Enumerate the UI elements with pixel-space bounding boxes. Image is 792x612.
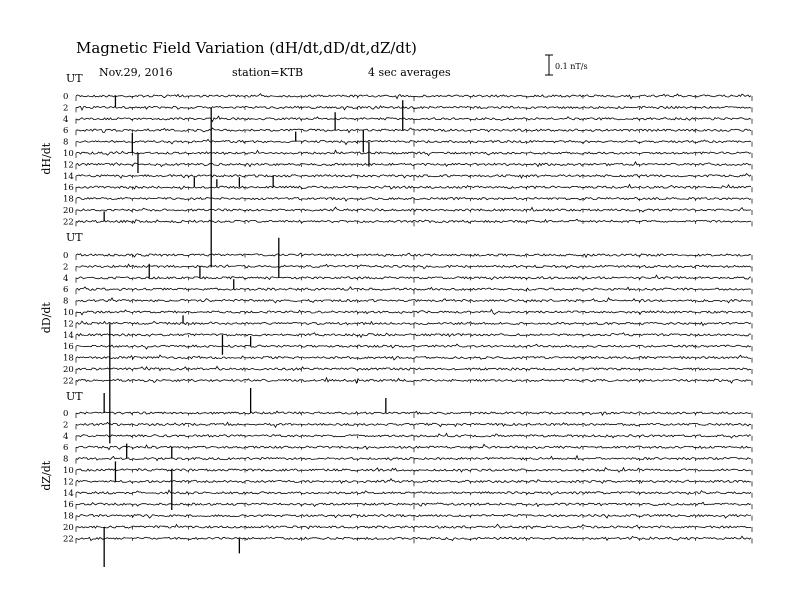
trace-line <box>76 287 751 291</box>
hour-tick-label: 14 <box>63 330 74 341</box>
date-label: Nov.29, 2016 <box>99 66 173 79</box>
trace-line <box>76 479 751 484</box>
panel-axis-label: dD/dt <box>40 302 53 334</box>
hour-tick-label: 8 <box>63 137 69 148</box>
scale-bar <box>545 55 588 75</box>
trace-line <box>76 490 751 495</box>
hour-tick-label: 16 <box>63 500 74 511</box>
trace-line <box>76 264 751 269</box>
panel-axis-label: dZ/dt <box>40 460 53 491</box>
trace-line <box>76 344 751 349</box>
trace-line <box>76 128 751 133</box>
trace-line <box>76 502 751 506</box>
hour-tick-label: 16 <box>63 342 74 353</box>
hour-tick-label: 18 <box>63 511 74 522</box>
hour-tick-label: 20 <box>63 206 74 216</box>
hour-tick-label: 2 <box>63 103 69 114</box>
trace-line <box>76 139 751 144</box>
hour-tick-label: 10 <box>63 466 74 476</box>
hour-tick-label: 22 <box>63 376 74 387</box>
trace-line <box>76 456 751 461</box>
trace-line <box>76 378 751 383</box>
ut-label: UT <box>66 231 83 244</box>
hour-tick-label: 4 <box>63 431 69 442</box>
hour-tick-label: 12 <box>63 319 74 330</box>
ut-label: UT <box>66 72 83 85</box>
trace-line <box>76 411 751 415</box>
trace-line <box>76 275 751 280</box>
hour-tick-label: 0 <box>63 251 69 261</box>
panel-axis-label: dH/dt <box>40 142 53 175</box>
hour-tick-label: 10 <box>63 149 74 159</box>
trace-line <box>76 422 751 427</box>
trace-line <box>76 536 751 540</box>
trace-line <box>76 185 751 190</box>
trace-line <box>76 253 751 257</box>
hour-tick-label: 4 <box>63 273 69 284</box>
trace-line <box>76 524 751 528</box>
hour-tick-label: 14 <box>63 171 74 182</box>
hour-tick-label: 16 <box>63 183 74 194</box>
trace-line <box>76 207 751 212</box>
panel-1 <box>40 231 752 443</box>
panel-2 <box>40 388 752 567</box>
trace-line <box>76 219 751 223</box>
trace-line <box>76 298 751 303</box>
hour-tick-label: 6 <box>63 285 69 296</box>
trace-line <box>76 333 751 338</box>
trace-line <box>76 94 751 99</box>
trace-line <box>76 433 751 438</box>
hour-tick-label: 2 <box>63 420 69 431</box>
trace-line <box>76 174 751 179</box>
trace-line <box>76 197 751 201</box>
trace-line <box>76 106 751 110</box>
hour-tick-label: 10 <box>63 308 74 318</box>
hour-tick-label: 6 <box>63 443 69 454</box>
hour-tick-label: 22 <box>63 217 74 228</box>
hour-tick-label: 12 <box>63 160 74 171</box>
hour-tick-label: 8 <box>63 296 69 307</box>
averaging-label: 4 sec averages <box>368 66 451 79</box>
trace-line <box>76 321 751 325</box>
trace-line <box>76 310 751 315</box>
trace-line <box>76 515 751 519</box>
hour-tick-label: 20 <box>63 365 74 375</box>
hour-tick-label: 12 <box>63 477 74 488</box>
station-label: station=KTB <box>232 66 304 79</box>
hour-tick-label: 18 <box>63 194 74 205</box>
trace-line <box>76 150 751 155</box>
hour-tick-label: 8 <box>63 454 69 465</box>
trace-line <box>76 162 751 167</box>
hour-tick-label: 2 <box>63 262 69 273</box>
hour-tick-label: 4 <box>63 114 69 125</box>
trace-line <box>76 355 751 360</box>
panel-0 <box>40 72 752 267</box>
trace-line <box>76 444 751 449</box>
panels-group <box>40 72 752 567</box>
chart-title: Magnetic Field Variation (dH/dt,dD/dt,dZ/dt) <box>76 39 417 57</box>
hour-tick-label: 6 <box>63 126 69 137</box>
hour-tick-label: 14 <box>63 488 74 499</box>
hour-tick-label: 0 <box>63 409 69 419</box>
ut-label: UT <box>66 390 83 403</box>
scale-bar-label: 0.1 nT/s <box>555 62 588 71</box>
trace-line <box>76 116 751 121</box>
hour-tick-label: 18 <box>63 353 74 364</box>
hour-tick-label: 20 <box>63 523 74 533</box>
trace-line <box>76 468 751 473</box>
hour-tick-label: 0 <box>63 92 69 102</box>
trace-line <box>76 366 751 370</box>
hour-tick-label: 22 <box>63 534 74 545</box>
